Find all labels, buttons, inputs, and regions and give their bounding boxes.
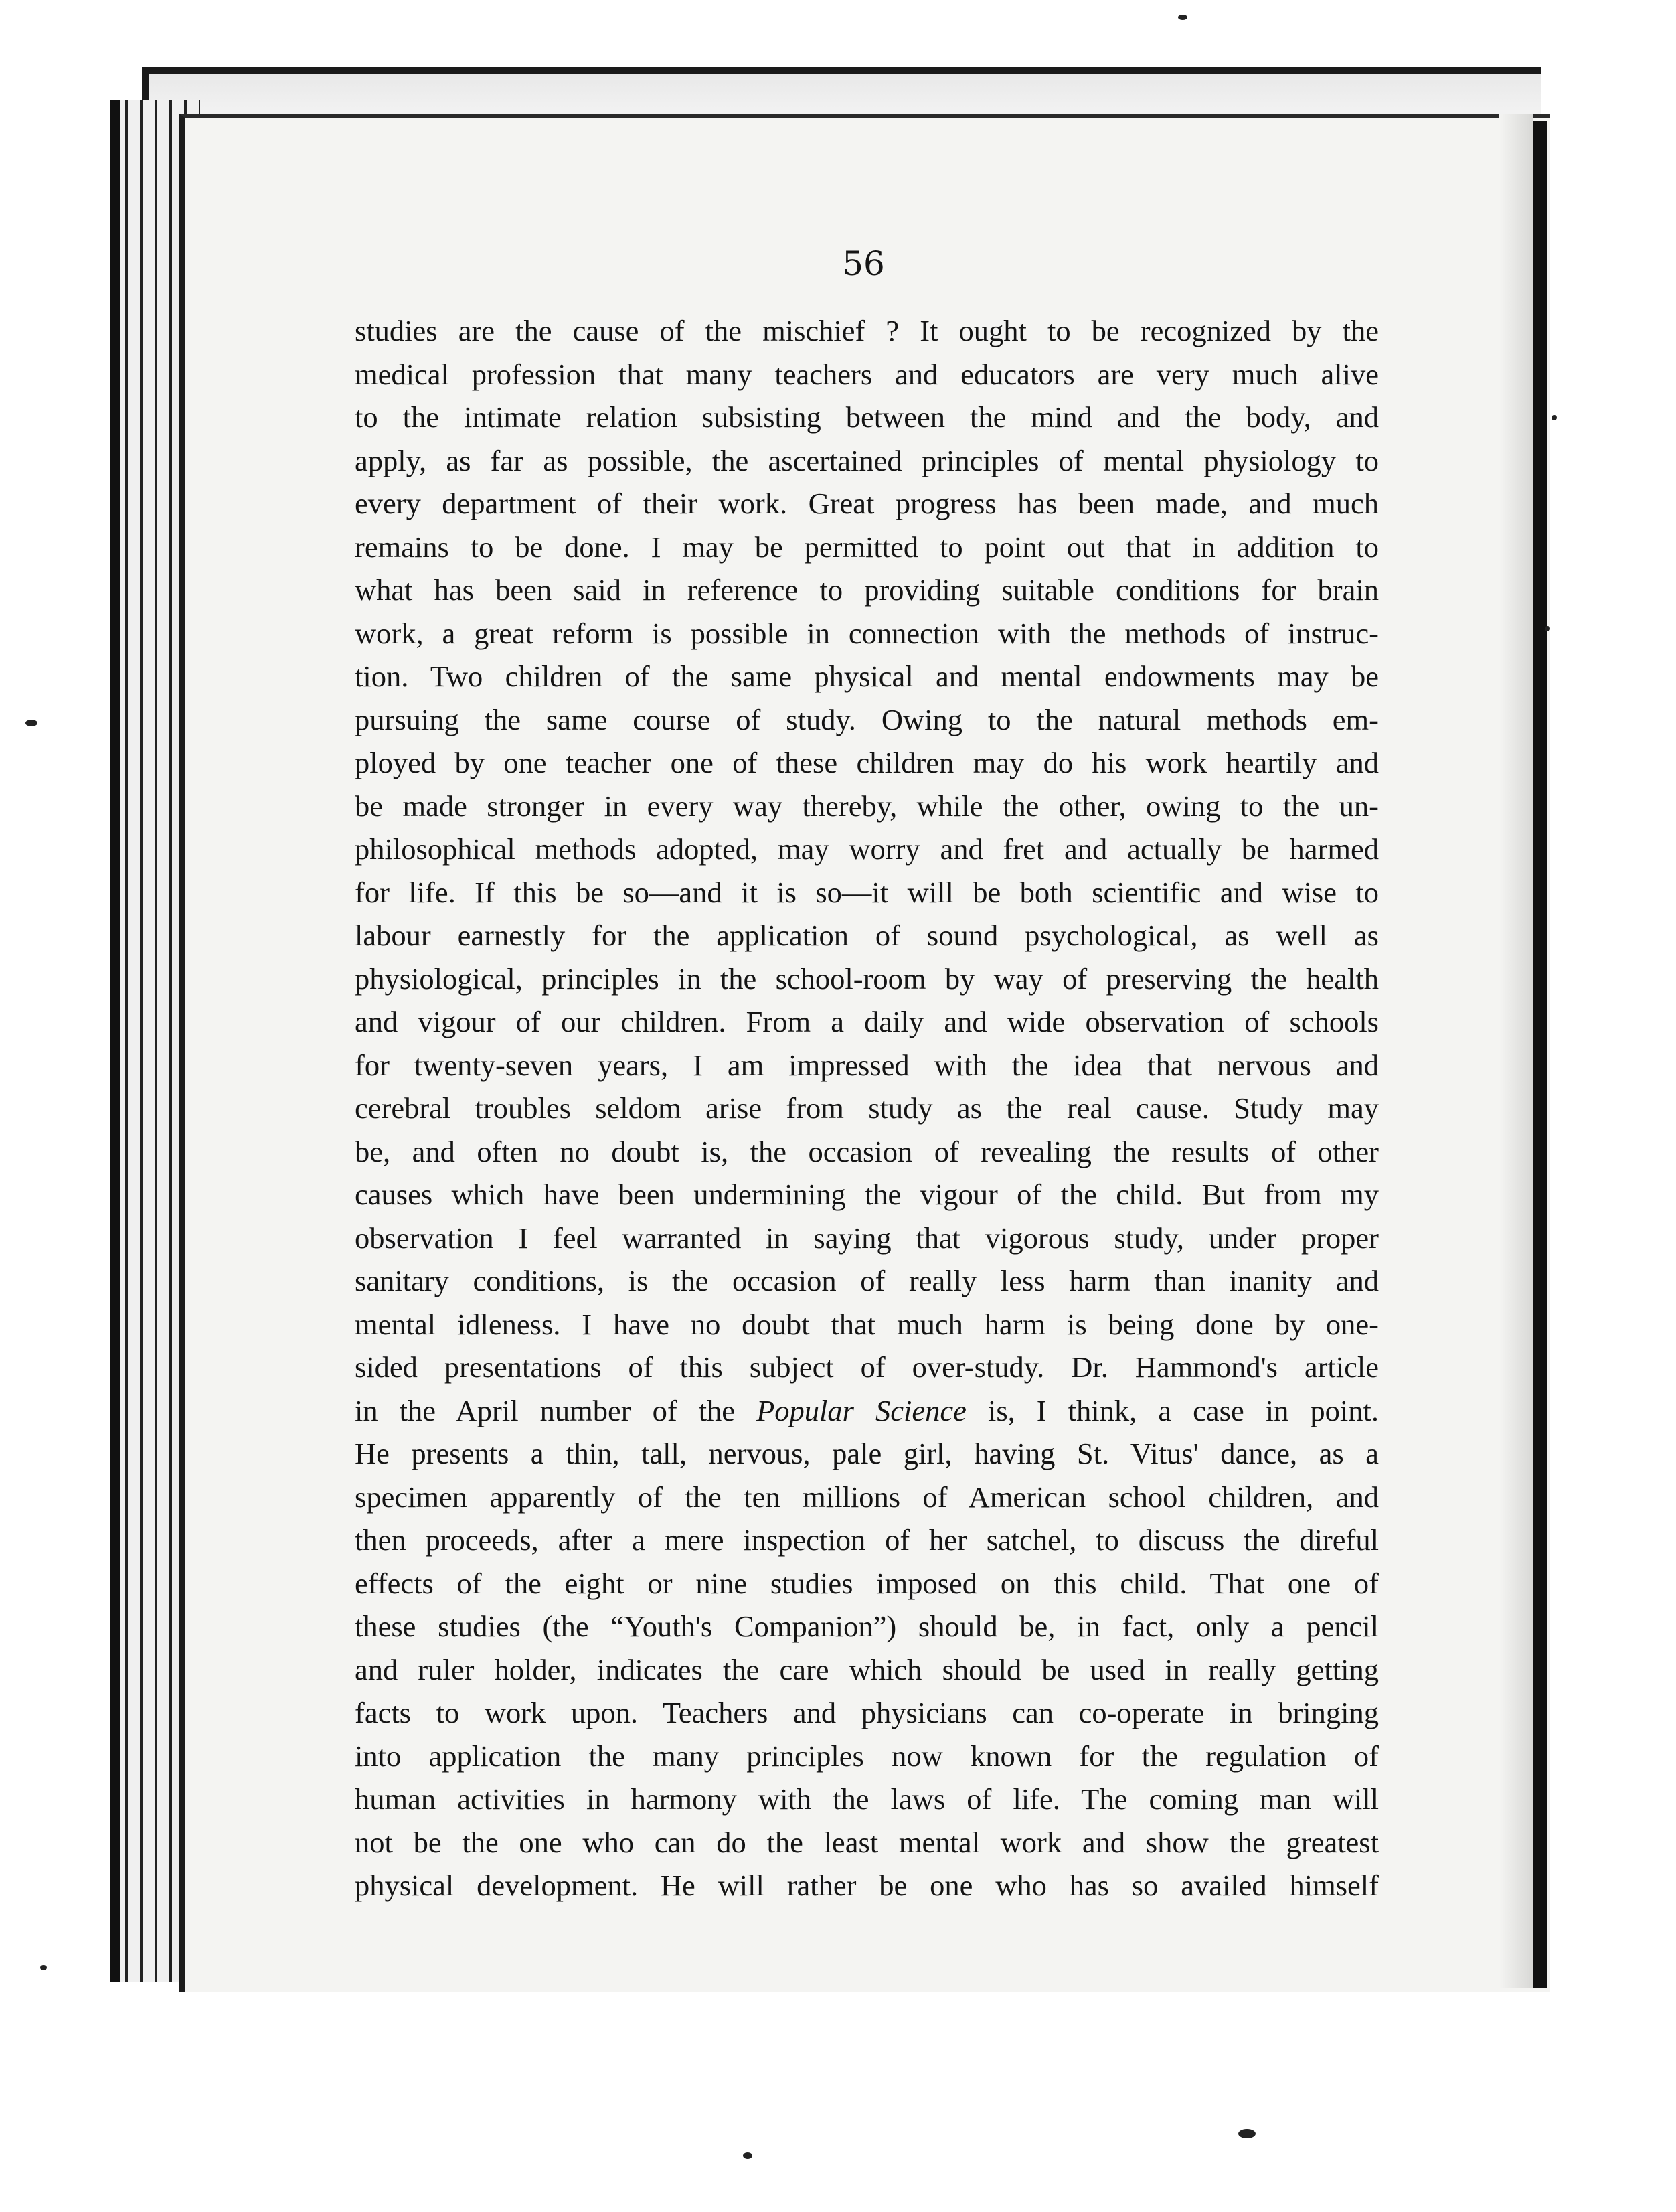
text-line: be made stronger in every way thereby, while the other, owing to the un- [355,789,1379,823]
text-line: into application the many principles now known for the regulation of [355,1739,1379,1773]
binding-shadow [1499,114,1533,1988]
text-line: physical development. He will rather be one who has so availed himself [355,1869,1379,1902]
scan-speck [25,720,37,726]
scan-speck [1178,15,1187,20]
text-line: effects of the eight or nine studies imposed on this child. That one of [355,1566,1379,1600]
text-line: philosophical methods adopted, may worry and fret and actually be harmed [355,832,1379,866]
text-line: for twenty-seven years, I am impressed with the idea that nervous and [355,1048,1379,1082]
text-line: specimen apparently of the ten millions of American school children, and [355,1480,1379,1514]
scan-speck [1238,2129,1256,2138]
page-stack-top-edge [142,67,1541,121]
text-line-segment: is, I think, a case in point. [966,1393,1379,1427]
text-line: labour earnestly for the application of sound psychological, as well as [355,919,1379,952]
scan-speck [1552,415,1557,420]
scan-speck [40,1965,47,1970]
text-line: pursuing the same course of study. Owing to the natural methods em- [355,702,1379,736]
text-line: medical profession that many teachers and educators are very much alive [355,357,1379,391]
text-line: and vigour of our children. From a daily and wide observation of schools [355,1005,1379,1038]
text-line: every department of their work. Great progress has been made, and much [355,487,1379,520]
text-line: then proceeds, after a mere inspection of her satchel, to discuss the direful [355,1523,1379,1557]
text-line: cerebral troubles seldom arise from study as the real cause. Study may [355,1091,1379,1125]
scan-speck [1545,626,1550,631]
text-line-segment: in the April number of the [355,1393,757,1427]
text-line: remains to be done. I may be permitted to point out that in addition to [355,530,1379,564]
text-line: work, a great reform is possible in connection with the methods of instruc- [355,616,1379,650]
text-line: sanitary conditions, is the occasion of really less harm than inanity and [355,1264,1379,1297]
text-line: and ruler holder, indicates the care which should be used in really getting [355,1652,1379,1686]
binding-edge [1533,121,1547,1988]
scan-speck [743,2152,752,2159]
text-line: to the intimate relation subsisting between the mind and the body, and [355,400,1379,434]
body-text [355,309,1379,1907]
text-line: these studies (the “Youth's Companion”) should be, in fact, only a pencil [355,1609,1379,1643]
text-line: what has been said in reference to providing suitable conditions for brain [355,573,1379,607]
text-line [355,1389,1379,1433]
text-line: physiological, principles in the school-room by way of preserving the health [355,961,1379,996]
page-number: 56 [842,244,885,283]
text-line: human activities in harmony with the laws of life. The coming man will [355,1782,1379,1816]
text-line: facts to work upon. Teachers and physicians can co-operate in bringing [355,1696,1379,1729]
text-line: apply, as far as possible, the ascertained principles of mental physiology to [355,443,1379,477]
text-line: tion. Two children of the same physical and mental endowments may be [355,659,1379,693]
text-line: ployed by one teacher one of these children may do his work heartily and [355,746,1379,779]
text-line: be, and often no doubt is, the occasion of revealing the results of other [355,1134,1379,1168]
text-line: sided presentations of this subject of over-study. Dr. Hammond's article [355,1350,1379,1384]
text-line: causes which have been undermining the vigour of the child. But from my [355,1178,1379,1211]
text-line: mental idleness. I have no doubt that much harm is being done by one- [355,1307,1379,1341]
text-line: not be the one who can do the least mental work and show the greatest [355,1825,1379,1859]
text-line: He presents a thin, tall, nervous, pale girl, having St. Vitus' dance, as a [355,1437,1379,1470]
text-line: observation I feel warranted in saying that vigorous study, under proper [355,1220,1379,1255]
text-line: for life. If this be so—and it is so—it will be both scientific and wise to [355,875,1379,909]
text-line: studies are the cause of the mischief ? It ought to be recognized by the [355,314,1379,347]
italic-title: Popular Science [756,1393,967,1427]
